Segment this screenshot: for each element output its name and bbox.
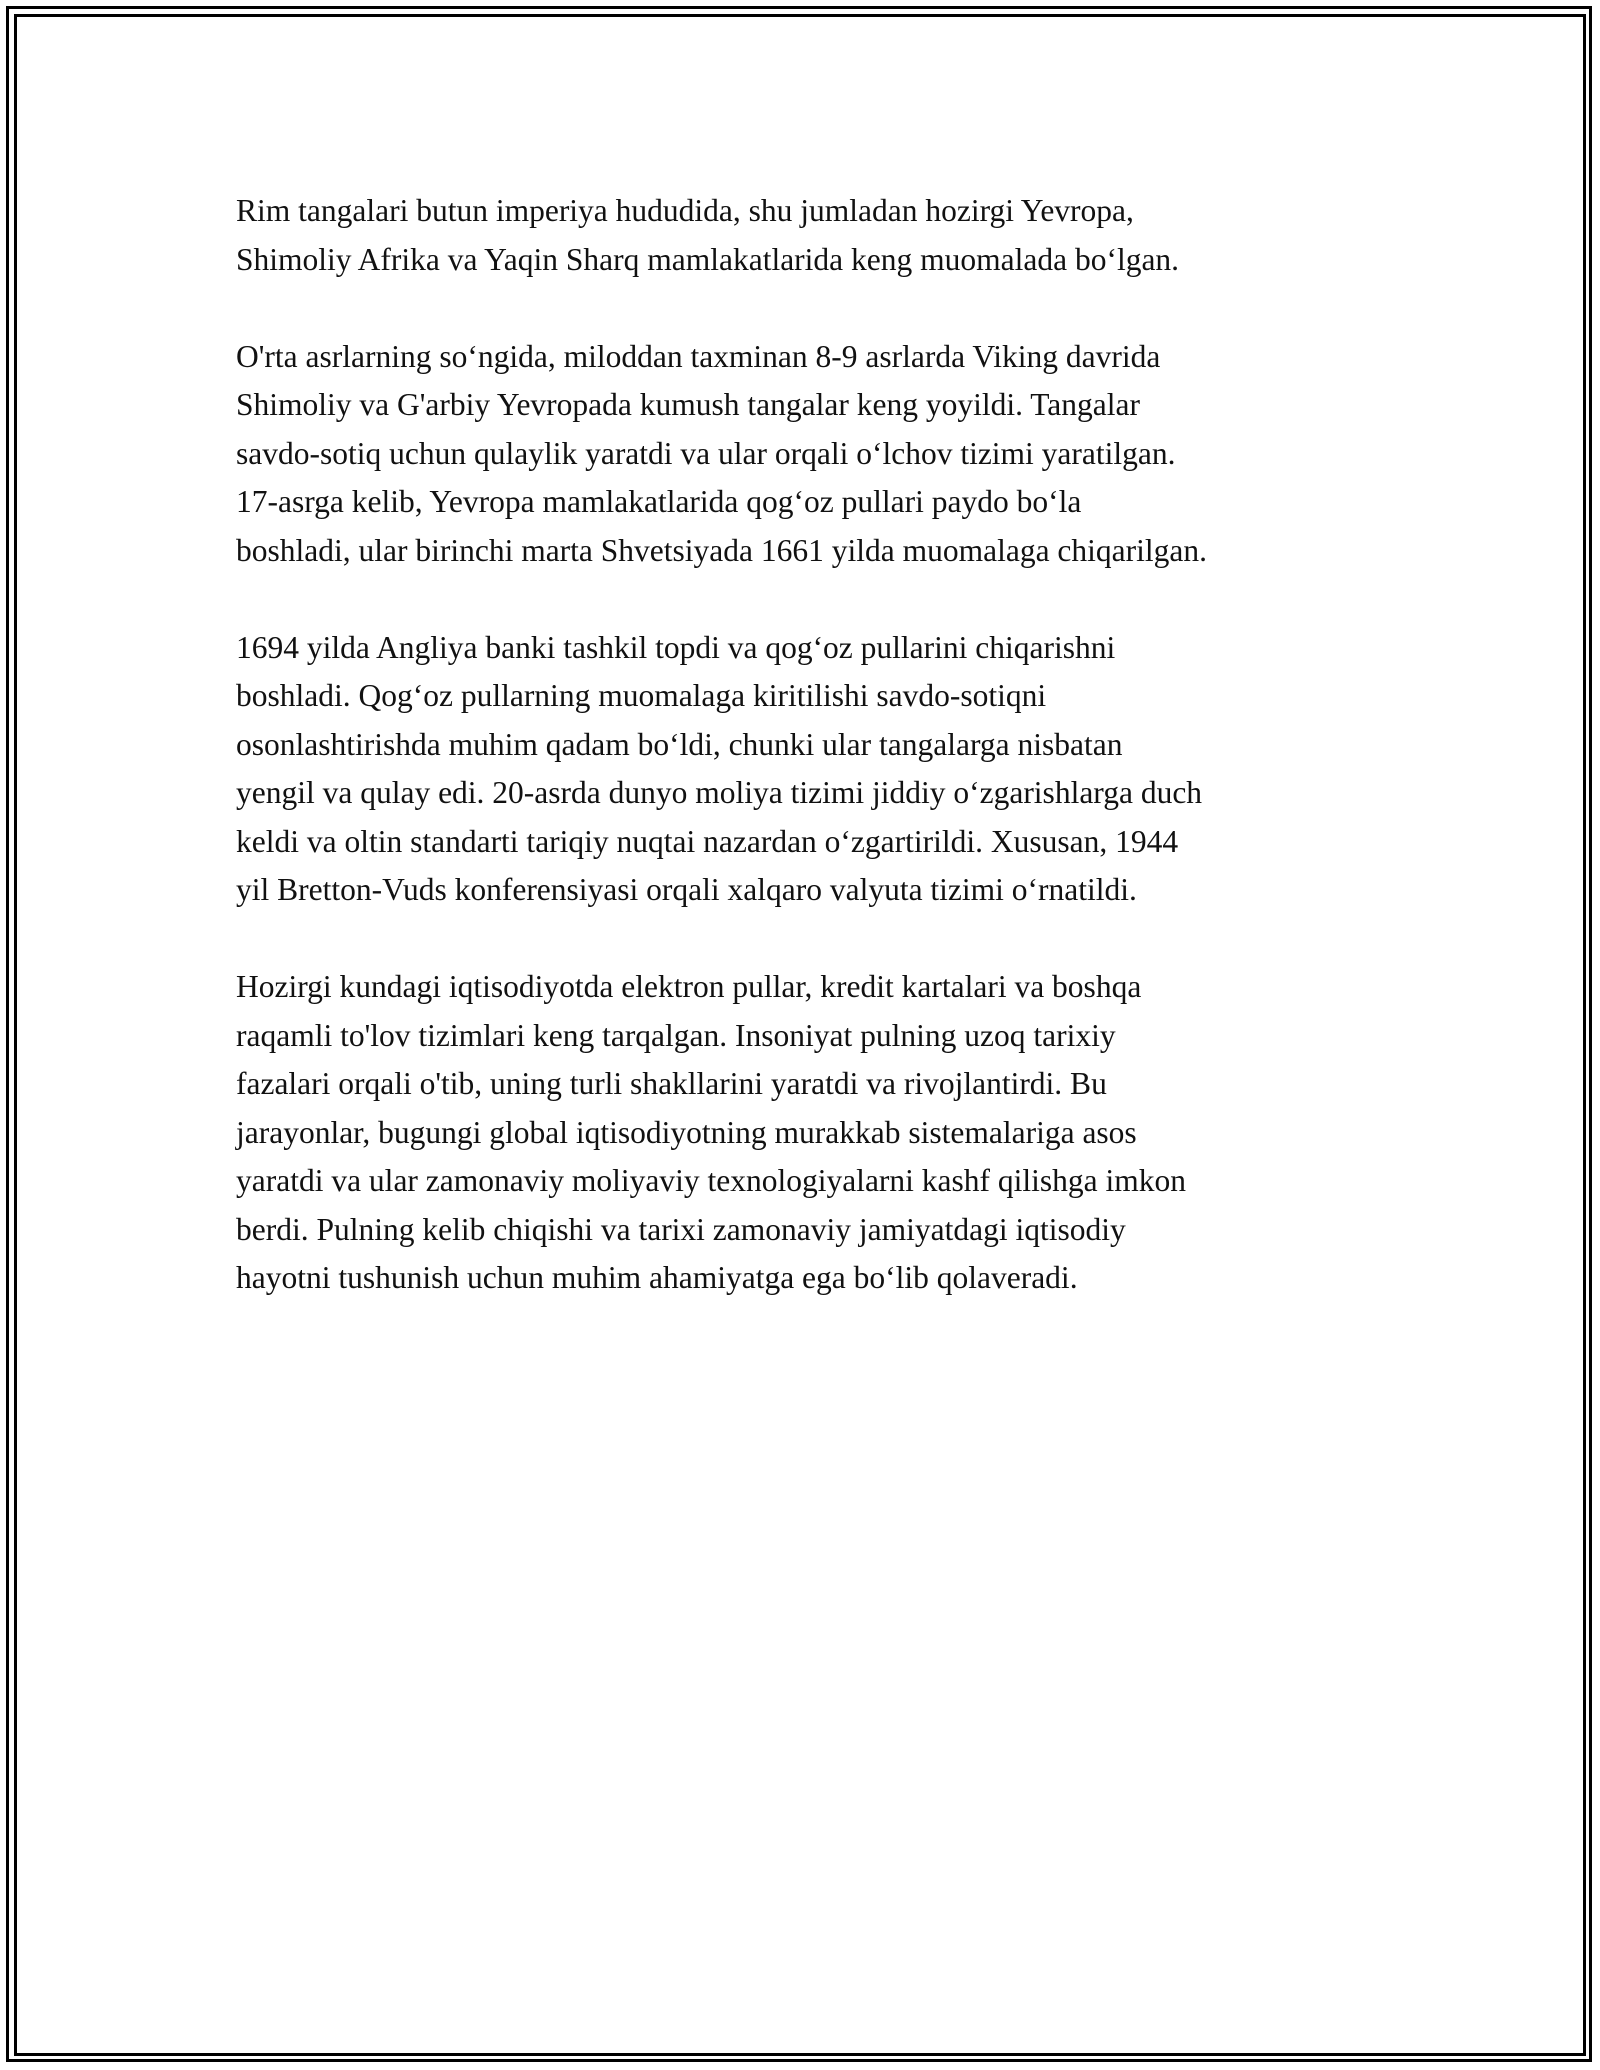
text-line: 1694 yilda Angliya banki tashkil topdi va qog‘oz pullarini chiqarishni [236, 629, 1116, 665]
text-line: Shimoliy va G'arbiy Yevropada kumush tangalar keng yoyildi. Tangalar [236, 387, 1140, 422]
text-line: Hozirgi kundagi iqtisodiyotda elektron pullar, kredit kartalari va boshqa [236, 969, 1142, 1004]
text-line: savdo-sotiq uchun qulaylik yaratdi va ular orqali o‘lchov tizimi yaratilgan. [236, 435, 1176, 471]
text-line: yaratdi va ular zamonaviy moliyaviy texnologiyalarni kashf qilishga imkon [236, 1163, 1187, 1198]
text-line: Shimoliy Afrika va Yaqin Sharq mamlakatlarida keng muomalada bo‘lgan. [236, 241, 1180, 277]
text-line: keldi va oltin standarti tariqiy nuqtai nazardan o‘zgartirildi. Xususan, 1944 [236, 823, 1179, 859]
text-line: O'rta asrlarning so‘ngida, miloddan taxminan 8-9 asrlarda Viking davrida [236, 338, 1161, 374]
text-line: fazalari orqali o'tib, uning turli shakllarini yaratdi va rivojlantirdi. Bu [236, 1066, 1107, 1101]
text-line: 17-asrga kelib, Yevropa mamlakatlarida qog‘oz pullari paydo bo‘la [236, 484, 1082, 519]
text-line: Rim tangalari butun imperiya hududida, shu jumladan hozirgi Yevropa, [236, 193, 1134, 228]
paragraph-2 [236, 333, 1396, 576]
text-line: boshladi. Qog‘oz pullarning muomalaga kiritilishi savdo-sotiqni [236, 678, 1047, 713]
text-line: osonlashtirishda muhim qadam bo‘ldi, chunki ular tangalarga nisbatan [236, 726, 1123, 762]
text-line: boshladi, ular birinchi marta Shvetsiyada 1661 yilda muomalaga chiqarilgan. [236, 532, 1207, 568]
paragraph-4 [236, 963, 1396, 1303]
text-line: hayotni tushunish uchun muhim ahamiyatga ega bo‘lib qolaveradi. [236, 1260, 1078, 1295]
text-line: jarayonlar, bugungi global iqtisodiyotning murakkab sistemalariga asos [236, 1114, 1137, 1150]
document-body [236, 187, 1396, 1351]
text-line: yil Bretton-Vuds konferensiyasi orqali xalqaro valyuta tizimi o‘rnatildi. [236, 872, 1137, 907]
text-line: berdi. Pulning kelib chiqishi va tarixi zamonaviy jamiyatdagi iqtisodiy [236, 1211, 1126, 1247]
paragraph-3 [236, 624, 1396, 915]
text-line: yengil va qulay edi. 20-asrda dunyo moliya tizimi jiddiy o‘zgarishlarga duch [236, 775, 1203, 810]
text-line: raqamli to'lov tizimlari keng tarqalgan. Insoniyat pulning uzoq tarixiy [236, 1017, 1116, 1053]
paragraph-1 [236, 187, 1396, 284]
